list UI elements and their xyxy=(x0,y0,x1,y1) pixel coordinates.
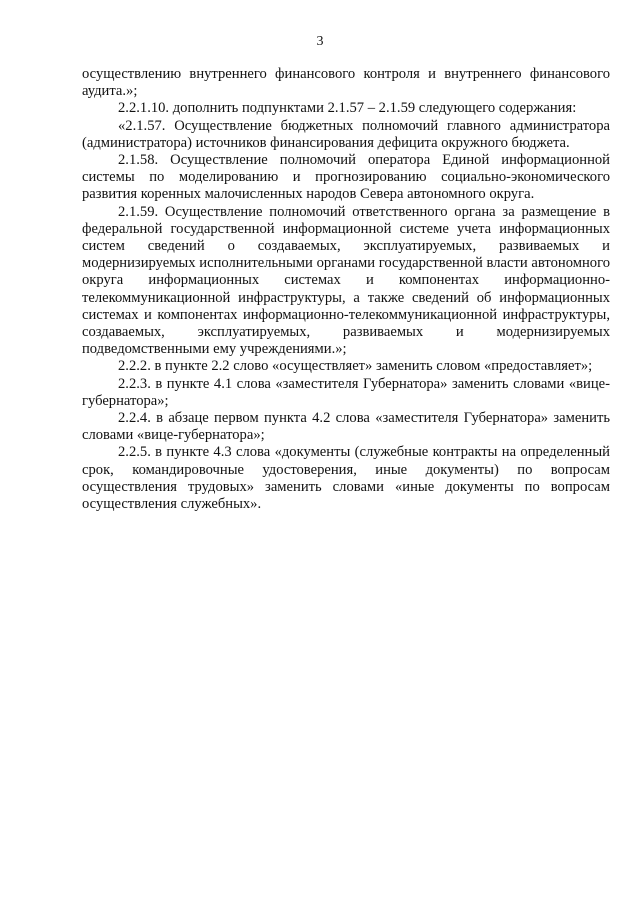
paragraph-continuation: осуществлению внутреннего финансового контроля и внутреннего финансового аудита.»; xyxy=(82,66,610,100)
paragraph-2-1-58: 2.1.58. Осуществление полномочий оператора Единой информационной системы по моделированию и прогнозированию социально-экономического развития коренных малочисленных народов Севера автономного округа. xyxy=(82,152,610,203)
paragraph-2-1-57: «2.1.57. Осуществление бюджетных полномочий главного администратора (администратора) источников финансирования дефицита окружного бюджета. xyxy=(82,117,610,151)
paragraph-2-2-4: 2.2.4. в абзаце первом пункта 4.2 слова «заместителя Губернатора» заменить словами «вице-губернатора»; xyxy=(82,410,610,444)
page-number: 3 xyxy=(316,34,324,49)
paragraph-2-2-1-10: 2.2.1.10. дополнить подпунктами 2.1.57 – 2.1.59 следующего содержания: xyxy=(118,100,577,117)
paragraph-2-2-2: 2.2.2. в пункте 2.2 слово «осуществляет» заменить словом «предоставляет»; xyxy=(118,358,593,375)
paragraph-2-1-59: 2.1.59. Осуществление полномочий ответственного органа за размещение в федеральной государственной информационной системе учета информационных систем сведений о создаваемых, эксплуатируемых, развиваемых и модернизируемых исполнительными органами государственной власти автономного округа информационных системах и компонентах информационно-телекоммуникационной инфраструктуры, а также сведений об информационных системах и компонентах информационно-телекоммуникационной инфраструктуры, создаваемых, эксплуатируемых, развиваемых и модернизируемых подведомственными ему учреждениями.»; xyxy=(82,203,610,358)
document-body xyxy=(82,66,610,513)
paragraph-2-2-3: 2.2.3. в пункте 4.1 слова «заместителя Губернатора» заменить словами «вице-губернатора»; xyxy=(82,375,610,409)
paragraph-2-2-5: 2.2.5. в пункте 4.3 слова «документы (служебные контракты на определенный срок, командировочные удостоверения, иные документы) по вопросам осуществления трудовых» заменить словами «иные документы по вопросам осуществления служебных». xyxy=(82,444,610,513)
